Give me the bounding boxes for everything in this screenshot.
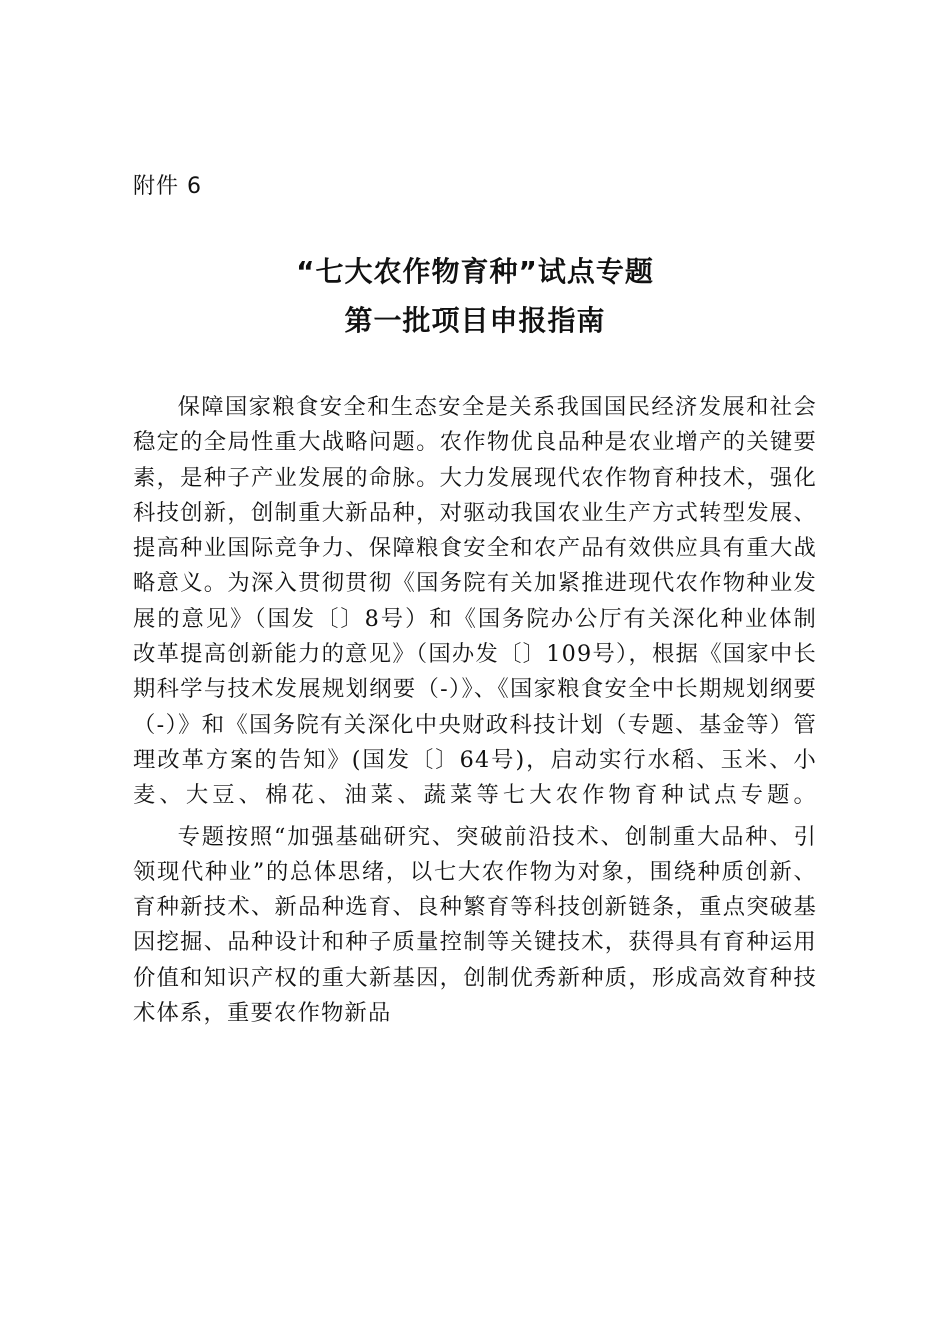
attachment-label: 附件 6 xyxy=(133,174,202,199)
document-title-line-2: 第一批项目申报指南 xyxy=(344,304,606,337)
document-title-line-1: “七大农作物育种”试点专题 xyxy=(296,255,654,288)
body-paragraph-1: 保障国家粮食安全和生态安全是关系我国国民经济发展和社会稳定的全局性重大战略问题。农作物优良品种是农业增产的关键要素，是种子产业发展的命脉。大力发展现代农作物育种技术，强化科技创新，创制重大新品种，对驱动我国农业生产方式转型发展、提高种业国际竞争力、保障粮食安全和农产品有效供应具有重大战略意义。为深入贯彻贯彻《国务院有关加紧推进现代农作物种业发展的意见》（国发〔〕8号）和《国务院办公厅有关深化种业体制改革提高创新能力的意见》（国办发〔〕109号），根据《国家中长期科学与技术发展规划纲要（-）》、《国家粮食安全中长期规划纲要（-）》和《国务院有关深化中央财政科技计划（专题、基金等）管理改革方案的告知》(国发〔〕64号)，启动实行水稻、玉米、小麦、大豆、棉花、油菜、蔬菜等七大农作物育种试点专题。 xyxy=(133,394,817,809)
body-paragraph-2: 专题按照“加强基础研究、突破前沿技术、创制重大品种、引领现代种业”的总体思绪，以七大农作物为对象，围绕种质创新、育种新技术、新品种选育、良种繁育等科技创新链条，重点突破基因挖掘、品种设计和种子质量控制等关键技术，获得具有育种运用价值和知识产权的重大新基因，创制优秀新种质，形成高效育种技术体系，重要农作物新品 xyxy=(133,823,817,1027)
document-body xyxy=(133,390,817,1037)
